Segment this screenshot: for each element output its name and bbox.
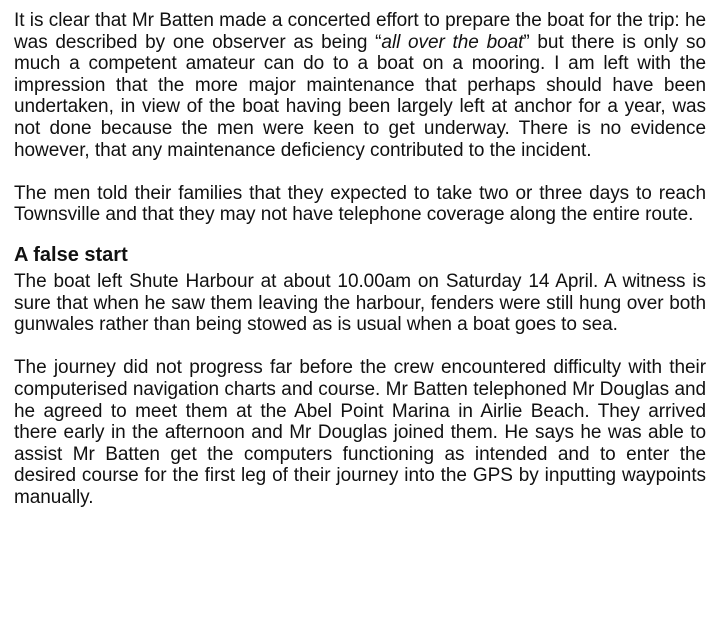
quoted-emphasis: all over the boat: [381, 31, 524, 53]
paragraph-navigation-difficulty: The journey did not progress far before the crew encountered difficulty with their computerised navigation charts and course. Mr Batten telephoned Mr Douglas and he agreed to meet them at the Abel Point Marina in Airlie Beach. They arrived there early in the afternoon and Mr Douglas joined them. He says he was able to assist Mr Batten get the computers functioning as intended and to enter the desired course for the first leg of their journey into the GPS by inputting waypoints manually.: [14, 357, 706, 508]
paragraph-text-after-quote: ” but there is only so much a competent amateur can do to a boat on a mooring. I am left with the impression that the more major maintenance that perhaps should have been undertaken, in view of the boat having been largely left at anchor for a year, was not done because the men were keen to get underway. There is no evidence however, that any maintenance deficiency contributed to the incident.: [14, 31, 707, 161]
document-page: [14, 10, 706, 508]
paragraph-text-before-quote: It is clear that Mr Batten made a concerted effort to prepare the boat for the trip: he was described by one observer as being “: [14, 10, 706, 53]
paragraph-families-told: The men told their families that they expected to take two or three days to reach Townsville and that they may not have telephone coverage along the entire route.: [14, 182, 706, 226]
section-heading: A false start: [14, 243, 128, 266]
paragraph-boat-preparation: [14, 10, 706, 161]
paragraph-boat-left: The boat left Shute Harbour at about 10.00am on Saturday 14 April. A witness is sure that when he saw them leaving the harbour, fenders were still hung over both gunwales rather than being stowed as is usual when a boat goes to sea.: [14, 270, 706, 336]
